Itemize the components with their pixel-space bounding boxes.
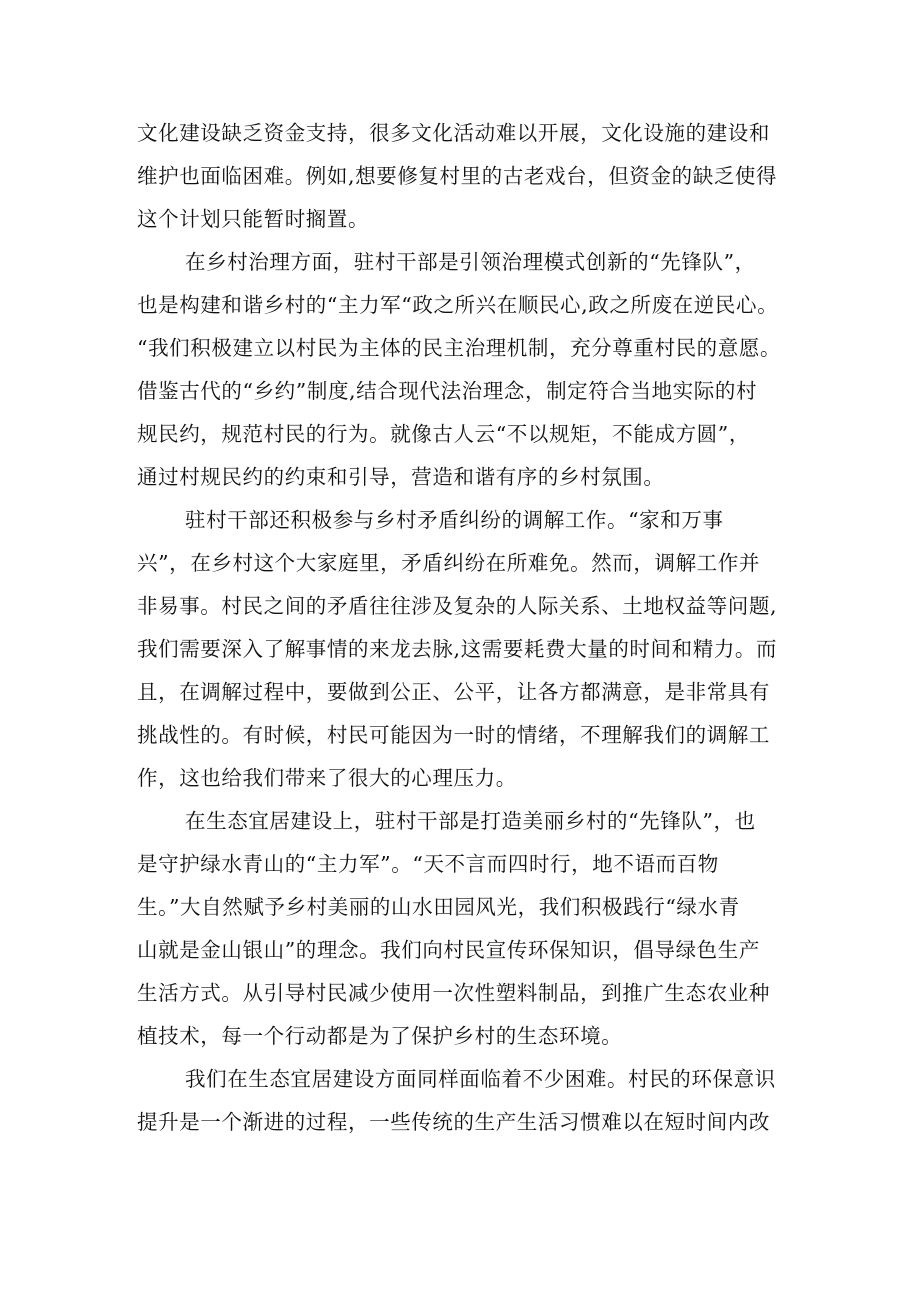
- text-line: 非易事。村民之间的矛盾往往涉及复杂的人际关系、土地权益等问题,: [137, 594, 778, 618]
- text-line: 在乡村治理方面，驻村干部是引领治理模式创新的“先锋队”，: [185, 250, 756, 274]
- text-line: 山就是金山银山”的理念。我们向村民宣传环保知识，倡导绿色生产: [137, 938, 760, 962]
- text-line: 通过村规民约的约束和引导，营造和谐有序的乡村氛围。: [137, 465, 665, 489]
- text-line: 规民约，规范村民的行为。就像古人云“不以规矩，不能成方圆”，: [137, 422, 750, 446]
- text-line: 作，这也给我们带来了很大的心理压力。: [137, 766, 517, 790]
- text-line: 兴”，在乡村这个大家庭里，矛盾纠纷在所难免。然而，调解工作并: [137, 551, 760, 575]
- text-line: 植技术，每一个行动都是为了保护乡村的生态环境。: [137, 1024, 623, 1048]
- text-line: 生活方式。从引导村民减少使用一次性塑料制品，到推广生态农业种: [137, 981, 770, 1005]
- text-line: 这个计划只能暂时搁置。: [137, 207, 370, 231]
- text-line: 在生态宜居建设上，驻村干部是打造美丽乡村的“先锋队”，也: [185, 809, 756, 833]
- paragraph: [137, 499, 793, 800]
- text-line: 且，在调解过程中，要做到公正、公平，让各方都满意，是非常具有: [137, 680, 770, 704]
- paragraph: [137, 1058, 793, 1144]
- text-line: “我们积极建立以村民为主体的民主治理机制，充分尊重村民的意愿。: [137, 336, 782, 360]
- paragraph: [137, 112, 793, 241]
- text-line: 也是构建和谐乡村的“主力军“政之所兴在顺民心,政之所废在逆民心。: [137, 293, 779, 317]
- document-body: [137, 112, 793, 1144]
- text-line: 是守护绿水青山的“主力军”。“天不言而四时行，地不语而百物: [137, 852, 719, 876]
- text-line: 提升是一个渐进的过程，一些传统的生产生活习惯难以在短时间内改: [137, 1110, 770, 1134]
- text-line: 我们需要深入了解事情的来龙去脉,这需要耗费大量的时间和精力。而: [137, 637, 778, 661]
- paragraph: [137, 241, 793, 499]
- text-line: 文化建设缺乏资金支持，很多文化活动难以开展，文化设施的建设和: [137, 121, 770, 145]
- text-line: 驻村干部还积极参与乡村矛盾纠纷的调解工作。“家和万事: [185, 508, 724, 532]
- text-line: 借鉴古代的“乡约”制度,结合现代法治理念，制定符合当地实际的村: [137, 379, 758, 403]
- paragraph: [137, 800, 793, 1058]
- text-line: 挑战性的。有时候，村民可能因为一时的情绪，不理解我们的调解工: [137, 723, 770, 747]
- text-line: 我们在生态宜居建设方面同样面临着不少困难。村民的环保意识: [185, 1067, 776, 1091]
- text-line: 维护也面临困难。例如,想要修复村里的古老戏台，但资金的缺乏使得: [137, 164, 778, 188]
- text-line: 生。”大自然赋予乡村美丽的山水田园风光，我们积极践行“绿水青: [137, 895, 740, 919]
